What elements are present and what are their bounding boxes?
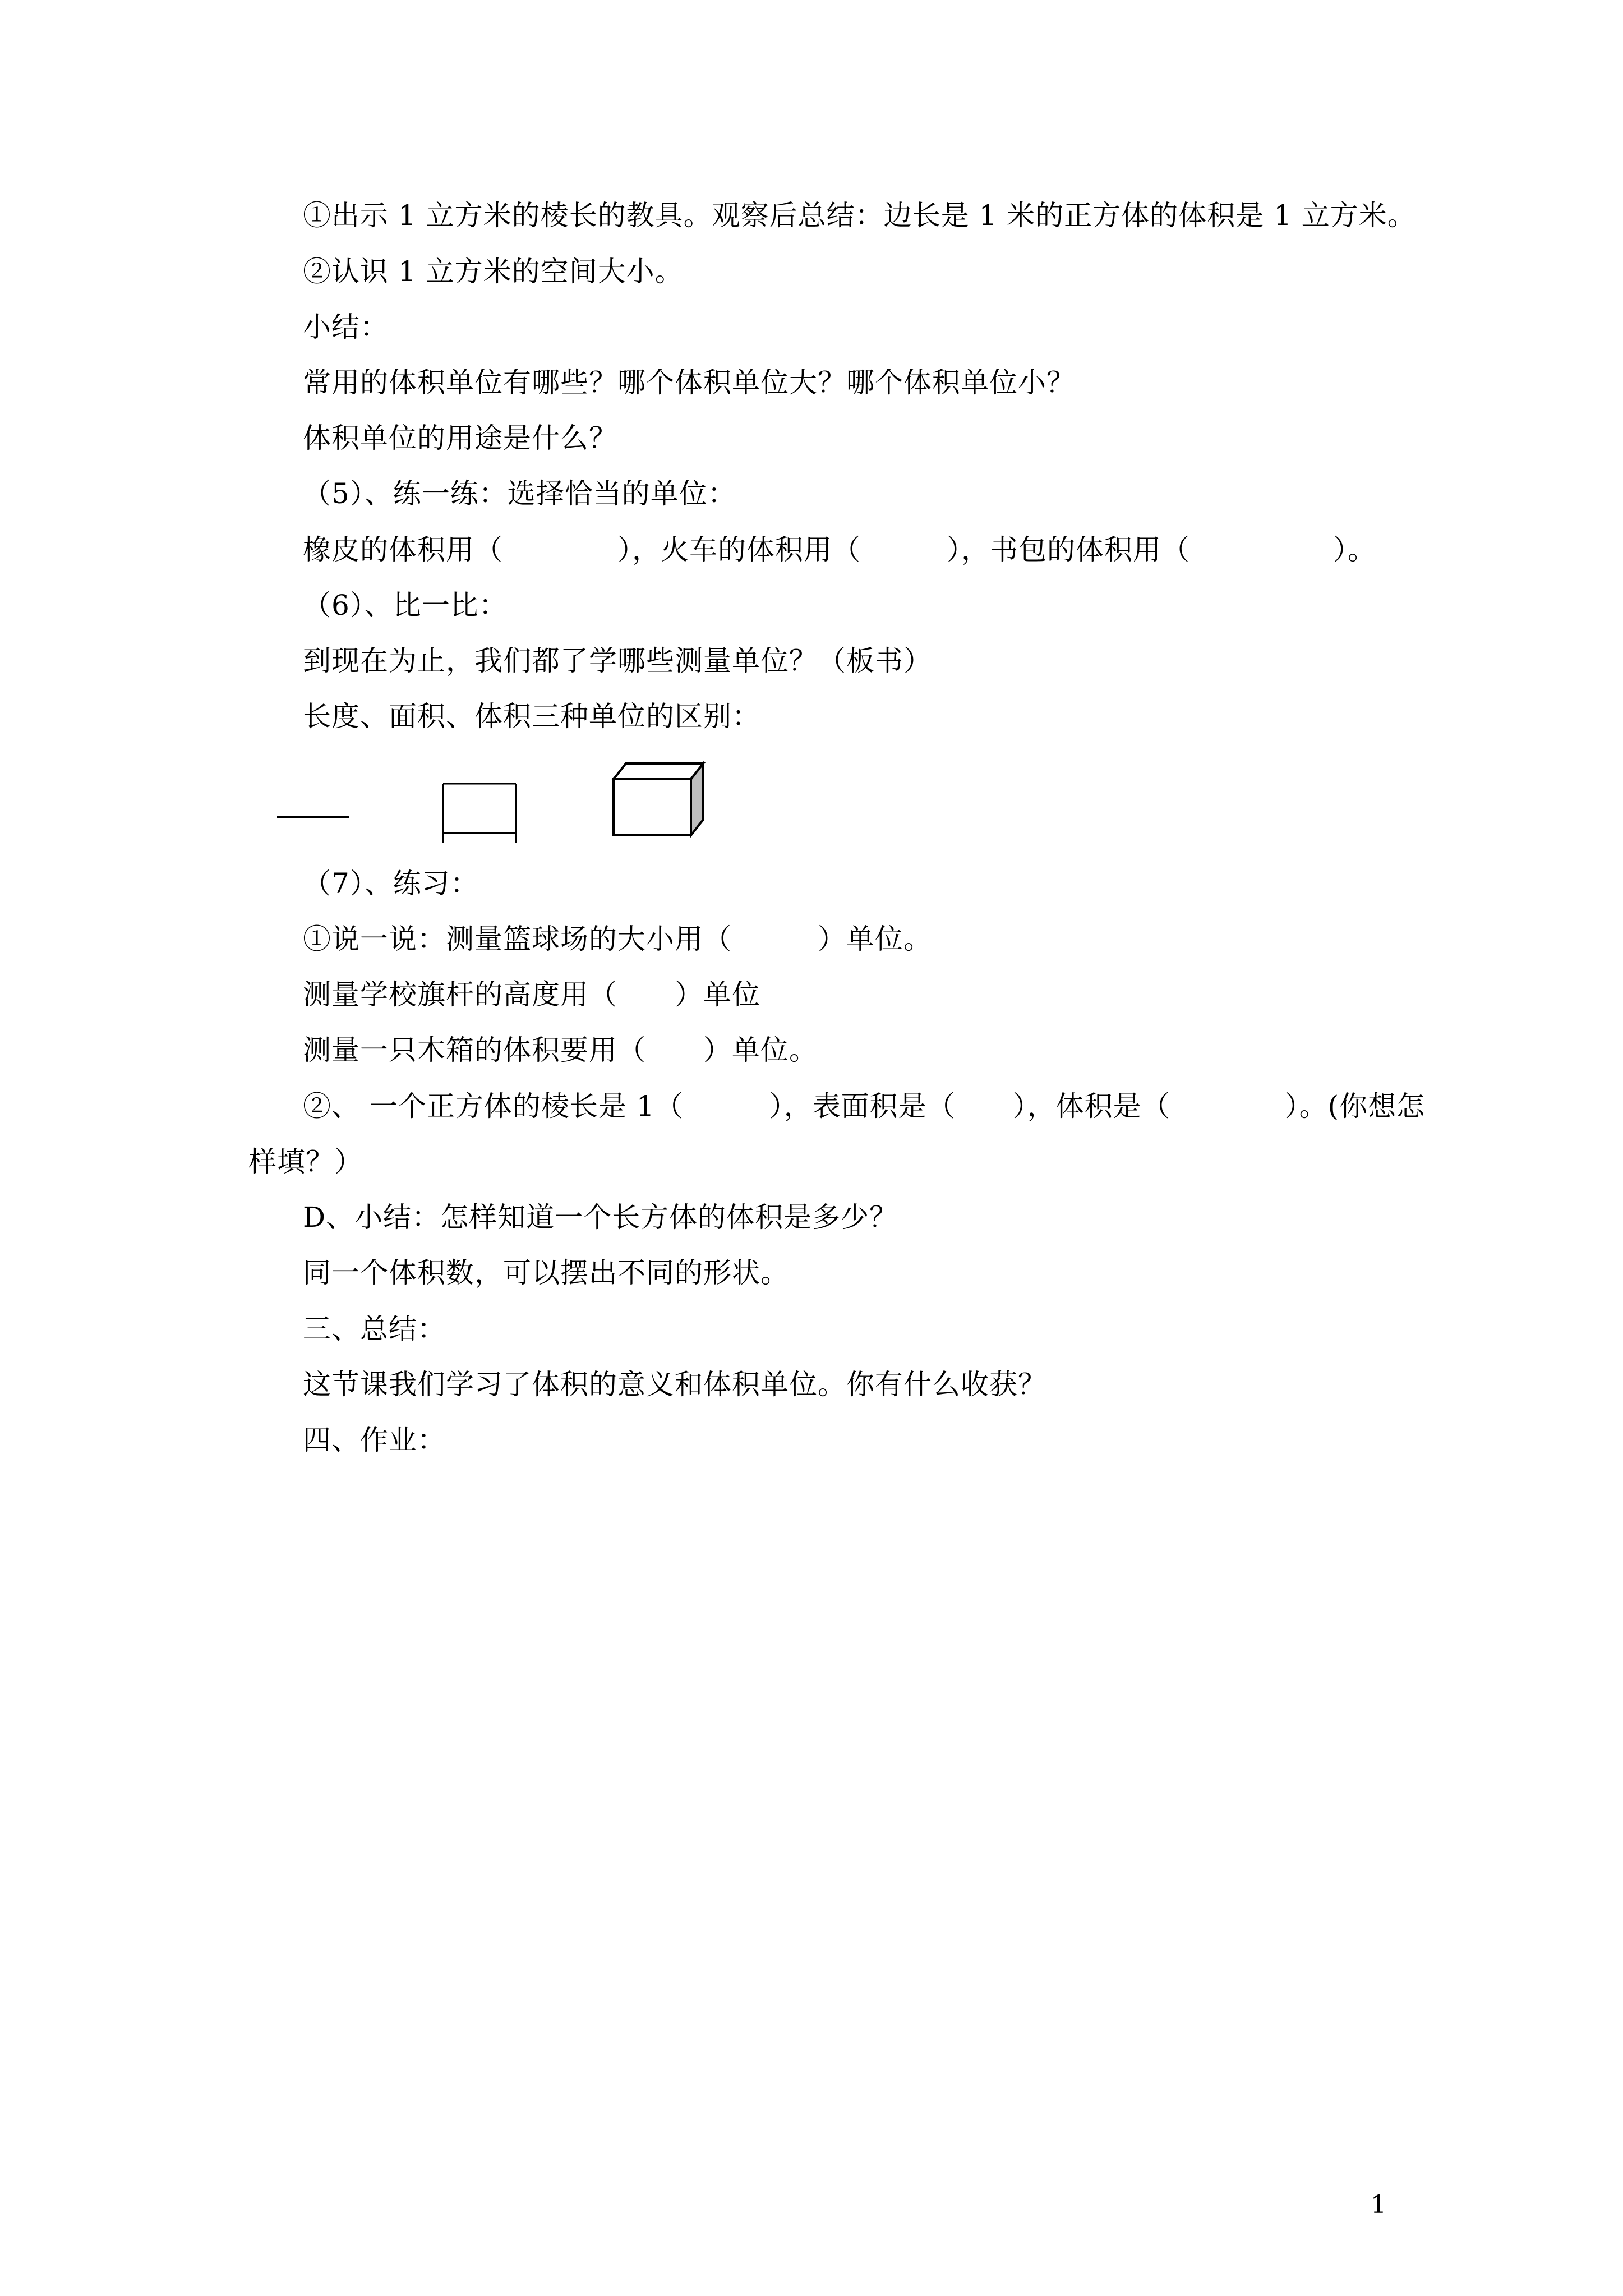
text-line-cubic-meter-demo: ①出示 1 立方米的棱长的教具。观察后总结：边长是 1 米的正方体的体积是 1 立方米。 bbox=[303, 199, 1416, 232]
text-line-flagpole-height: 测量学校旗杆的高度用（ ）单位 bbox=[303, 978, 760, 1011]
text-line-cubic-meter-space: ②认识 1 立方米的空间大小。 bbox=[303, 255, 684, 288]
text-line-conclusion-heading: 三、总结： bbox=[303, 1313, 446, 1345]
page-number: 1 bbox=[1371, 2191, 1386, 2219]
text-line-wooden-box-volume: 测量一只木箱的体积要用（ ）单位。 bbox=[303, 1034, 818, 1066]
text-line-measurement-units-question: 到现在为止，我们都了学哪些测量单位？（板书） bbox=[303, 645, 932, 677]
text-line-summary-d: D、小结：怎样知道一个长方体的体积是多少？ bbox=[303, 1201, 898, 1234]
text-line-basketball-court: ①说一说：测量篮球场的大小用（ ）单位。 bbox=[303, 923, 932, 955]
volume-unit-cube bbox=[614, 763, 703, 835]
text-line-lesson-takeaway: 这节课我们学习了体积的意义和体积单位。你有什么收获？ bbox=[303, 1368, 1046, 1401]
text-line-exercise-7-heading: （7）、练习： bbox=[303, 867, 479, 900]
text-line-homework-heading: 四、作业： bbox=[303, 1424, 446, 1456]
text-line-exercise-5-heading: （5）、练一练：选择恰当的单位： bbox=[303, 477, 736, 510]
text-line-exercise-5-blanks: 橡皮的体积用（ ），火车的体积用（ ），书包的体积用（ ）。 bbox=[303, 533, 1376, 566]
unit-comparison-figures bbox=[264, 754, 723, 855]
text-line-summary-heading: 小结： bbox=[303, 311, 389, 343]
area-unit-square bbox=[443, 784, 516, 843]
text-line-cube-edge-blanks: ②、 一个正方体的棱长是 1（ ），表面积是（ ），体积是（ ）。(你想怎 bbox=[303, 1090, 1426, 1122]
text-line-unit-differences: 长度、面积、体积三种单位的区别： bbox=[303, 700, 760, 733]
text-line-cube-edge-blanks-cont: 样填？） bbox=[248, 1145, 363, 1178]
text-line-units-purpose-question: 体积单位的用途是什么？ bbox=[303, 422, 617, 454]
text-line-same-volume-shapes: 同一个体积数，可以摆出不同的形状。 bbox=[303, 1257, 789, 1289]
text-line-common-units-question: 常用的体积单位有哪些？哪个体积单位大？哪个体积单位小？ bbox=[303, 366, 1075, 399]
text-line-compare-heading: （6）、比一比： bbox=[303, 589, 508, 622]
